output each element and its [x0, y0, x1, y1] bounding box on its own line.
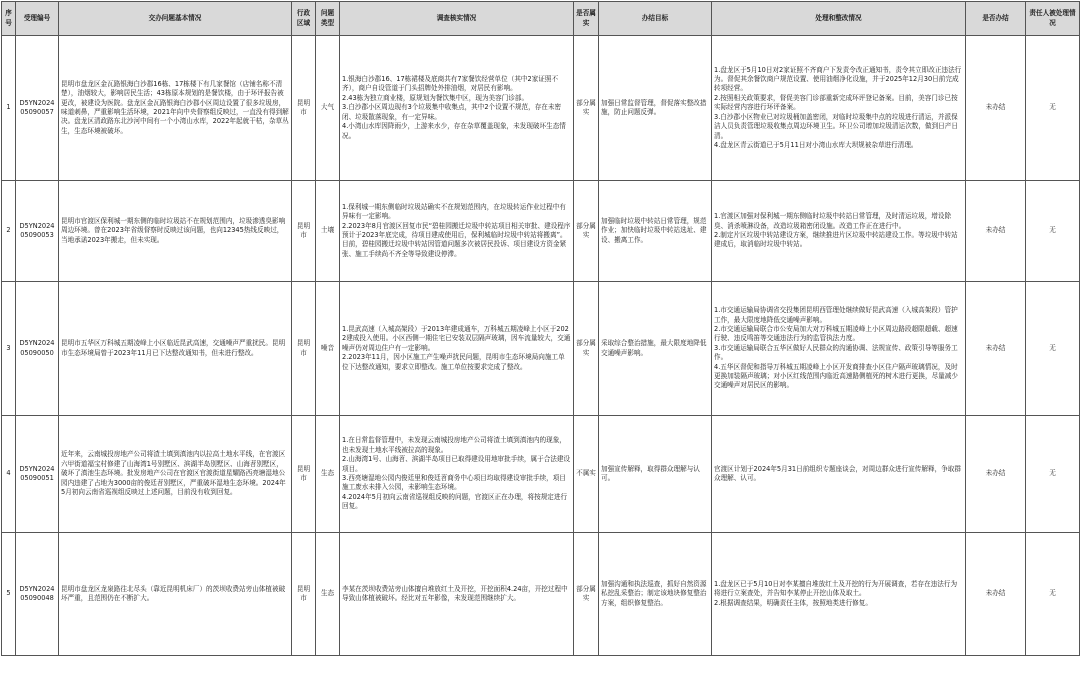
cell-investigation [340, 282, 574, 416]
cell-handling [712, 181, 966, 282]
header-investigation: 调查核实情况 [340, 2, 574, 36]
cell-true: 部分属实 [574, 36, 599, 181]
cell-punish: 无 [1026, 533, 1080, 656]
table-row [2, 416, 1080, 533]
cell-goal: 加强日常监督管理，督促落实整改措施，防止问题反弹。 [599, 36, 712, 181]
cell-punish: 无 [1026, 181, 1080, 282]
header-region: 行政区域 [292, 2, 316, 36]
cell-region: 昆明市 [292, 282, 316, 416]
header-punish: 责任人被处理情况 [1026, 2, 1080, 36]
cell-true: 部分属实 [574, 533, 599, 656]
handling-item: 2.根据调查结果，明确责任主体，按照地类进行修复。 [714, 598, 872, 607]
cell-investigation [340, 416, 574, 533]
handling-item: 1.盘龙区已于5月10日对李某擅自堆放红土及开挖的行为开展调查，若存在违法行为将进行立案查处，并告知李某停止开挖山体及取土。 [714, 579, 958, 598]
header-closed: 是否办结 [966, 2, 1026, 36]
cell-closed: 未办结 [966, 416, 1026, 533]
cell-goal: 加强临时垃圾中转站日常管理，规范作业；加快临时垃圾中转站选址、建设、搬离工作。 [599, 181, 712, 282]
header-id: 受理编号 [16, 2, 59, 36]
cell-no: 3 [2, 282, 16, 416]
handling-item: 2.制定片区垃圾中转站建设方案，继续推进片区垃圾中转站建设工作。等垃圾中转站建成后，取消临时垃圾中转站。 [714, 231, 958, 249]
cell-investigation [340, 181, 574, 282]
investigation-item: 2.2023年11月，因小区施工产生噪声扰民问题，昆明市生态环境局向施工单位下达整改通知，要求立即整改。施工单位按要求完成了整改。 [342, 353, 565, 371]
cell-type: 噪音 [316, 282, 340, 416]
investigation-item: 4.2024年5月初向云南省巡视组反映的问题，官渡区正在办理，将按规定进行回复。 [342, 492, 568, 511]
handling-item: 4.五华区督促和指导万科城五期凌峰上小区开发商排查小区住户隔声玻璃情况，及时更换加装隔声玻璃；对小区红线范围内临近高速路侧植死的树木进行更换，尽量减少交通噪声对居民区的影响。 [714, 362, 958, 390]
table-row [2, 36, 1080, 181]
cell-no: 5 [2, 533, 16, 656]
handling-item: 1.官渡区加强对保利城一期东侧临时垃圾中转站日常管理，及时清运垃圾，增设除臭、消杀喷淋设备，改造垃圾箱密闭设施。改造工作正在进行中。 [714, 212, 952, 230]
cell-id: D5YN202405090050 [16, 282, 59, 416]
cell-region: 昆明市 [292, 533, 316, 656]
cell-type: 土壤 [316, 181, 340, 282]
cell-issue: 近年来，云南城投房地产公司将渣土填到滇池内以拉高土地水平线，在官渡区六甲街道福宝村修建了山海湾1号别墅区、滨湖半岛别墅区、山海苕别墅区，破坏了滇池生态环境。批发房地产公司在官渡区官渡街道星耀路西亮塘湿地公园内违建了占地为3000亩的俊廷苕别墅区，严重破坏湿地生态环境。2024年5月初向云南省巡视组反映过上述问题，目前没有收到回复。 [59, 416, 292, 533]
table-row [2, 282, 1080, 416]
investigation-item: 1.在日常监督管理中，未发现云南城投房地产公司将渣土填到滇池内的现象，也未发现土地水平线被拉高的现象。 [342, 436, 566, 454]
investigation-item: 3.西亮塘湿地公园内俊廷里和俊廷苕商务中心项目均取得建设审批手续，项目施工废水未排入公园，未影响生态环境。 [342, 474, 566, 492]
cell-closed: 未办结 [966, 282, 1026, 416]
cell-goal: 加强宣传解释，取得群众理解与认可。 [599, 416, 712, 533]
header-goal: 办结目标 [599, 2, 712, 36]
cell-type: 生态 [316, 416, 340, 533]
cell-region: 昆明市 [292, 36, 316, 181]
investigation-item: 4.小湾山水库因降雨少，上游来水少，存在杂草覆盖现象，未发现破坏生态情况。 [342, 122, 566, 140]
cell-investigation [340, 533, 574, 656]
handling-item: 2.市交通运输局联合市公安局加大对万科城五期凌峰上小区周边路段超限超载、超速行驶、违反鸣笛等交通违法行为的监管执法力度。 [714, 324, 958, 343]
investigation-item: 2.山海湾1号、山海苕、滨湖半岛项目已取得建设用地审批手续，属于合法建设项目。 [342, 455, 571, 473]
cell-handling [712, 282, 966, 416]
cell-handling [712, 533, 966, 656]
cell-closed: 未办结 [966, 36, 1026, 181]
header-no: 序号 [2, 2, 16, 36]
header-row [2, 2, 1080, 36]
investigation-item: 1.银海白沙郡16、17栋裙楼及底商共有7家餐饮经营单位（其中2家证照不齐），商户自设管道于门头招牌处外排油烟，对居民有影响。 [342, 75, 559, 93]
cell-issue: 昆明市五华区万科城五期凌峰上小区临近昆武高速，交通噪声严重扰民。昆明市生态环境局曾于2023年11月已下达整改通知书，但未进行整改。 [59, 282, 292, 416]
cell-true: 部分属实 [574, 282, 599, 416]
cell-goal: 加强沟通和执法巡查，抓好自然资源私挖乱采整治；制定该地块修复整治方案，组织修复整治。 [599, 533, 712, 656]
handling-item: 3.白沙郡小区物业已对垃圾桶加盖密闭，对临时垃圾集中点的垃圾进行清运，并派保洁人员负责管理垃圾收集点周边环境卫生。环卫公司增加垃圾清运次数，做到日产日清。 [714, 112, 958, 140]
handling-item: 4.盘龙区青云街道已于5月11日对小湾山水库大坝规被杂草进行清理。 [714, 140, 918, 149]
table-row [2, 533, 1080, 656]
header-true: 是否属实 [574, 2, 599, 36]
cell-goal: 采取综合整治措施，最大限度地降低交通噪声影响。 [599, 282, 712, 416]
complaint-table [1, 1, 1080, 656]
cell-no: 1 [2, 36, 16, 181]
cell-issue: 昆明市官渡区保利城一期东侧的临时垃圾站不在规划范围内，垃圾渗透臭影响周边环境。曾在2023年省级督察时反映过该问题，也向12345热线反映过，当地承诺2023年搬走，但未实现。 [59, 181, 292, 282]
cell-investigation [340, 36, 574, 181]
cell-id: D5YN202405090057 [16, 36, 59, 181]
investigation-item: 李某在茨坝收费站旁山体擅自堆放红土及开挖，开挖面积4.24亩，开挖过程中导致山体植被破坏。经比对五年影像，未发现范围继续扩大。 [342, 584, 568, 602]
handling-item: 2.按照相关政策要求，督促美容门诊部重新完成环评登记备案。目前，美容门诊已按实际经营内容进行环评备案。 [714, 93, 958, 112]
handling-item: 1.盘龙区于5月10日对2家证照不齐商户下发责令改正通知书，责令其立即改正违法行为。督促其余餐饮商户规范设置、使用油烟净化设施，并于2025年12月30日前完成转项经营。 [714, 65, 962, 93]
cell-type: 大气 [316, 36, 340, 181]
cell-region: 昆明市 [292, 416, 316, 533]
cell-closed: 未办结 [966, 533, 1026, 656]
table-row [2, 181, 1080, 282]
header-issue: 交办问题基本情况 [59, 2, 292, 36]
investigation-item: 2.43栋为独立商业楼，原规划为餐饮集中区，现为美容门诊部。 [342, 93, 529, 102]
cell-issue: 昆明市盘龙区金瓦路银海白沙郡16栋、17栋楼下有几家餐馆（店铺名称不清楚），油烟较大，影响居民生活；43栋原本规划的是餐饮楼，由于环评报告被更改，被建设为医院。盘龙区金瓦路银海白沙郡小区周边设置了很多垃圾房，味道刺鼻，严重影响生活环境，2021年向中央督察组反映过，一直没有得到解决。盘龙区清政路东北沙河中间有一个小湾山水库，2022年起就干枯，杂草丛生，生态环境被破坏。 [59, 36, 292, 181]
investigation-item: 3.白沙郡小区周边现有3个垃圾集中收集点，其中2个设置不规范，存在未密闭、垃圾散落现象，有一定异味。 [342, 103, 562, 121]
investigation-item: 1.保利城一期东侧临时垃圾站确实不在规划范围内，在垃圾转运作业过程中有异味有一定影响。 [342, 202, 566, 221]
investigation-item: 1.昆武高速（入城高架段）于2013年建成通车，万科城五期凌峰上小区于2022建成投入使用。小区西侧一期住宅已安装双层隔声玻璃，因车流量较大，交通噪声仍对周边住户有一定影响。 [342, 324, 571, 352]
cell-closed: 未办结 [966, 181, 1026, 282]
investigation-item: 2.2023年8月官渡区回复市民“碧桂园搬迁垃圾中转站项目相关审批、建设程序预计于2023年底完成，待项目建成使用后，保利城临时垃圾中转站将搬离”。目前，碧桂园搬迁垃圾中转站因管道问题多次被居民投诉、项目建设方资金紧张、施工手续尚不齐全等导致建设停滞。 [342, 221, 571, 258]
cell-issue: 昆明市盘龙区龙泉路往北尽头（靠近昆明机床厂）的茨坝收费站旁山体植被破坏严重，且范围仍在不断扩大。 [59, 533, 292, 656]
cell-id: D5YN202405090053 [16, 181, 59, 282]
handling-item: 1.市交通运输局协调省交投集团昆明西管理处继续做好昆武高速（入城高架段）管护工作，最大限度地降低交通噪声影响。 [714, 306, 958, 324]
header-handling: 处理和整改情况 [712, 2, 966, 36]
cell-punish: 无 [1026, 36, 1080, 181]
cell-handling [712, 36, 966, 181]
cell-id: D5YN202405090048 [16, 533, 59, 656]
cell-no: 2 [2, 181, 16, 282]
cell-true: 部分属实 [574, 181, 599, 282]
cell-region: 昆明市 [292, 181, 316, 282]
cell-no: 4 [2, 416, 16, 533]
handling-item: 官渡区计划于2024年5月31日前组织专题座谈会，对周边群众进行宣传解释，争取群众理解、认可。 [714, 464, 961, 482]
header-type: 问题类型 [316, 2, 340, 36]
cell-type: 生态 [316, 533, 340, 656]
cell-true: 不属实 [574, 416, 599, 533]
handling-item: 3.市交通运输局联合五华区做好人民群众的沟通协调、法规宣传、政策引导等服务工作。 [714, 343, 958, 362]
cell-punish: 无 [1026, 416, 1080, 533]
cell-handling [712, 416, 966, 533]
cell-id: D5YN202405090051 [16, 416, 59, 533]
cell-punish: 无 [1026, 282, 1080, 416]
